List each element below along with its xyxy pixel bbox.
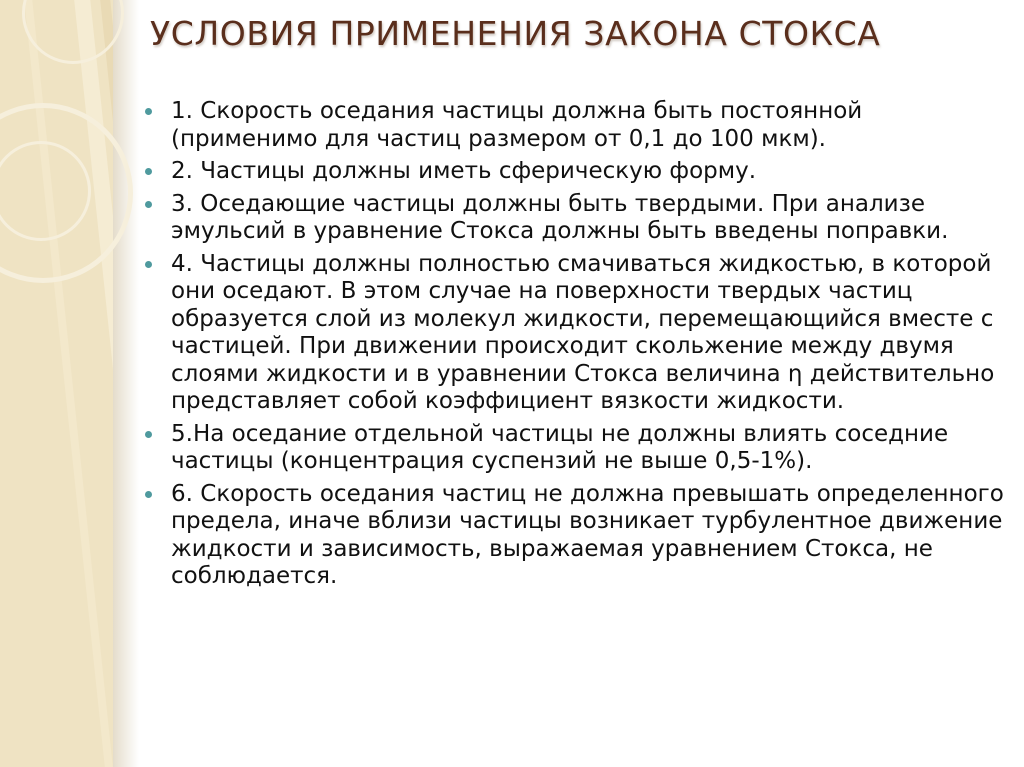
bullet-item: [143, 251, 1005, 416]
bullet-dot-icon: [145, 491, 152, 498]
slide-content: [143, 98, 1005, 767]
bullet-dot-icon: [145, 201, 152, 208]
bullet-dot-icon: [145, 431, 152, 438]
slide-title: УСЛОВИЯ ПРИМЕНЕНИЯ ЗАКОНА СТОКСА: [150, 14, 881, 53]
band-shadow: [113, 0, 139, 767]
bullet-item: [143, 158, 1005, 186]
bullet-item: [143, 98, 1005, 153]
bullet-list: [143, 98, 1005, 591]
bullet-item: [143, 481, 1005, 591]
bullet-text: 2. Частицы должны иметь сферическую форму.: [171, 158, 757, 184]
bullet-text: 1. Скорость оседания частицы должна быть постоянной (применимо для частиц размером от 0,1 до 100 мкм).: [171, 98, 863, 152]
bullet-dot-icon: [145, 108, 152, 115]
bullet-item: [143, 191, 1005, 246]
bullet-dot-icon: [145, 261, 152, 268]
bullet-item: [143, 421, 1005, 476]
bullet-text: 6. Скорость оседания частиц не должна превышать определенного предела, иначе вблизи частицы возникает турбулентное движение жидкости и зависимость, выражаемая уравнением Стокса, не соблюдается.: [171, 480, 1004, 589]
bullet-text: 4. Частицы должны полностью смачиваться жидкостью, в которой они оседают. В этом случае на поверхности твердых частиц образуется слой из молекул жидкости, перемещающийся вместе с частицей. При движении происходит скольжение между двумя слоями жидкости и в уравнении Стокса величина η действительно представляет собой коэффициент вязкости жидкости.: [171, 250, 995, 414]
bullet-text: 3. Оседающие частицы должны быть твердыми. При анализе эмульсий в уравнение Стокса должны быть введены поправки.: [171, 190, 949, 244]
bullet-dot-icon: [145, 168, 152, 175]
bullet-text: 5.На оседание отдельной частицы не должны влиять соседние частицы (концентрация суспензий не выше 0,5-1%).: [171, 420, 949, 474]
